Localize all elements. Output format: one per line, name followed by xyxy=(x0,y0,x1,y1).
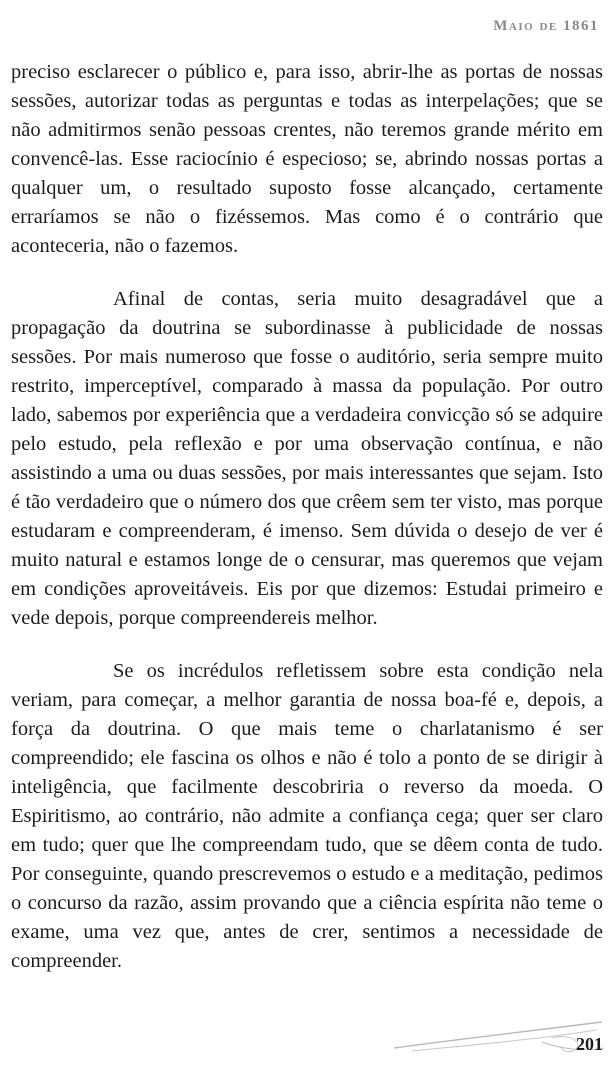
folio-ornament-icon xyxy=(392,1018,607,1058)
paragraph-1: preciso esclarecer o público e, para isso, abrir-lhe as portas de nossas sessões, autorizar todas as perguntas e todas as interpelações; que se não admitirmos senão pessoas crentes, não teremos grande mérito em convencê-las. Esse raciocínio é especioso; se, abrindo nossas portas a qualquer um, o resultado suposto fosse alcançado, certamente erraríamos se não o fizéssemos. Mas como é o contrário que aconteceria, não o fazemos. xyxy=(11,61,603,257)
running-header: Maio de 1861 xyxy=(493,18,599,34)
paragraph-2: Afinal de contas, seria muito desagradável que a propagação da doutrina se subordinasse à publicidade de nossas sessões. Por mais numeroso que fosse o auditório, seria sempre muito restrito, imperceptível, comparado à massa da população. Por outro lado, sabemos por experiência que a verdadeira convicção só se adquire pelo estudo, pela reflexão e por uma observação contínua, e não assistindo a uma ou duas sessões, por mais interessantes que sejam. Isto é tão verdadeiro que o número dos que crêem sem ter visto, mas porque estudaram e compreenderam, é imenso. Sem dúvida o desejo de ver é muito natural e estamos longe de o censurar, mas queremos que vejam em condições aproveitáveis. Eis por que dizemos: Estudai primeiro e vede depois, porque compreendereis melhor. xyxy=(11,288,603,629)
paragraph-3: Se os incrédulos refletissem sobre esta condição nela veriam, para começar, a melhor garantia de nossa boa-fé e, depois, a força da doutrina. O que mais teme o charlatanismo é ser compreendido; ele fascina os olhos e não é tolo a ponto de se dirigir à inteligência, que facilmente descobriria o reverso da moeda. O Espiritismo, ao contrário, não admite a confiança cega; quer ser claro em tudo; quer que lhe compreendam tudo, que se dêem conta de tudo. Por conseguinte, quando prescrevemos o estudo e a meditação, pedimos o concurso da razão, assim provando que a ciência espírita não teme o exame, uma vez que, antes de crer, sentimos a necessidade de compreender. xyxy=(11,660,603,972)
page-number: 201 xyxy=(576,1034,603,1054)
page-body xyxy=(11,58,603,1000)
